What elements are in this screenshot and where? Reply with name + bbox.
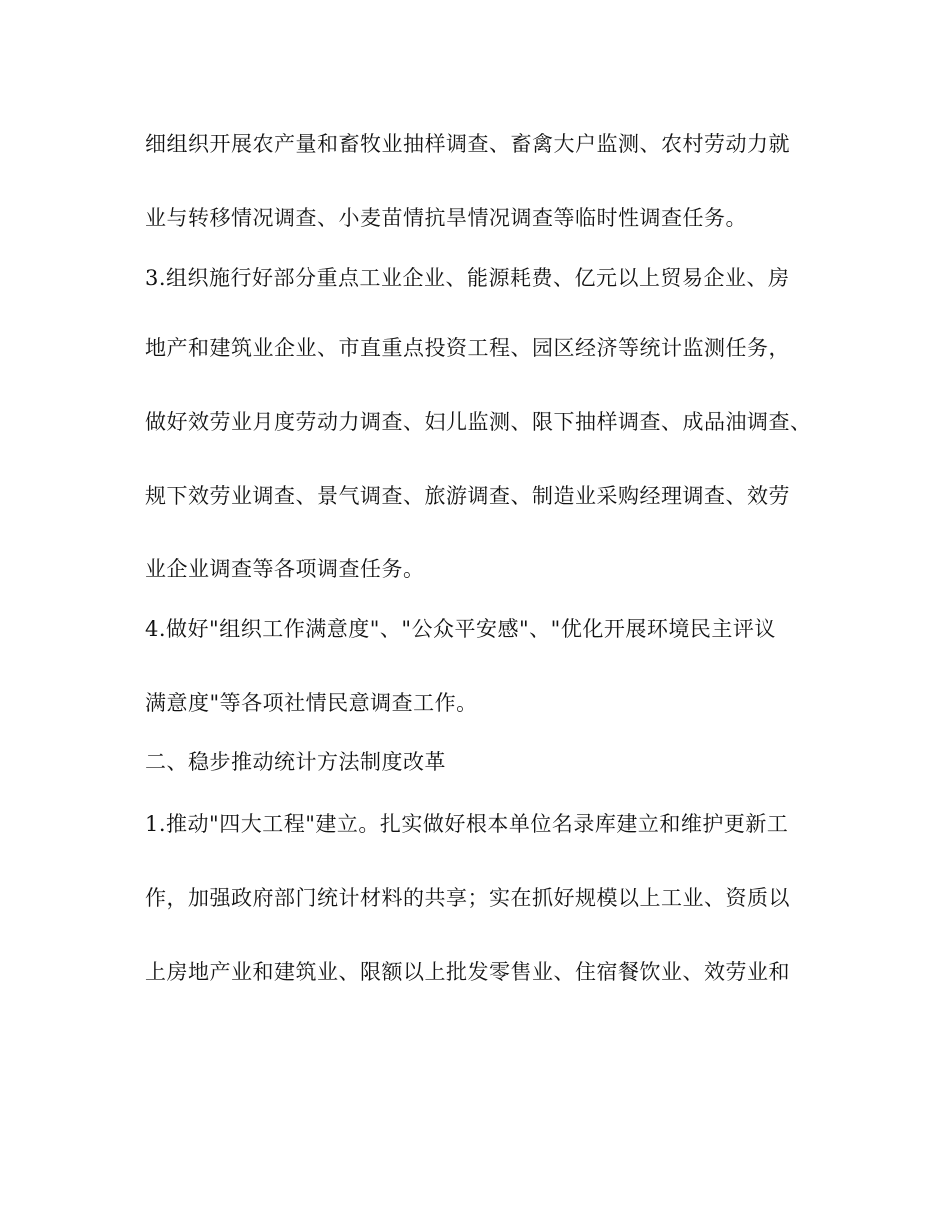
paragraph-line: 作，加强政府部门统计材料的共享；实在抓好规模以上工业、资质以	[145, 886, 790, 910]
paragraph-line: 3.组织施行好部分重点工业企业、能源耗费、亿元以上贸易企业、房	[145, 266, 790, 290]
paragraph-line: 4.做好"组织工作满意度"、"公众平安感"、"优化开展环境民主评议	[145, 617, 776, 641]
paragraph-line: 细组织开展农产量和畜牧业抽样调查、畜禽大户监测、农村劳动力就	[145, 132, 790, 156]
paragraph-line: 上房地产业和建筑业、限额以上批发零售业、住宿餐饮业、效劳业和	[145, 960, 790, 984]
paragraph-line: 业企业调查等各项调查任务。	[145, 557, 425, 581]
paragraph-line: 地产和建筑业企业、市直重点投资工程、园区经济等统计监测任务，	[145, 336, 790, 360]
section-heading: 二、稳步推动统计方法制度改革	[145, 750, 446, 774]
paragraph-line: 规下效劳业调查、景气调查、旅游调查、制造业采购经理调查、效劳	[145, 484, 790, 508]
paragraph-line: 业与转移情况调查、小麦苗情抗旱情况调查等临时性调查任务。	[145, 206, 747, 230]
paragraph-line: 做好效劳业月度劳动力调查、妇儿监测、限下抽样调查、成品油调查、	[145, 410, 812, 434]
paragraph-line: 1.推动"四大工程"建立。扎实做好根本单位名录库建立和维护更新工	[145, 812, 789, 836]
paragraph-line: 满意度"等各项社情民意调查工作。	[145, 691, 478, 715]
